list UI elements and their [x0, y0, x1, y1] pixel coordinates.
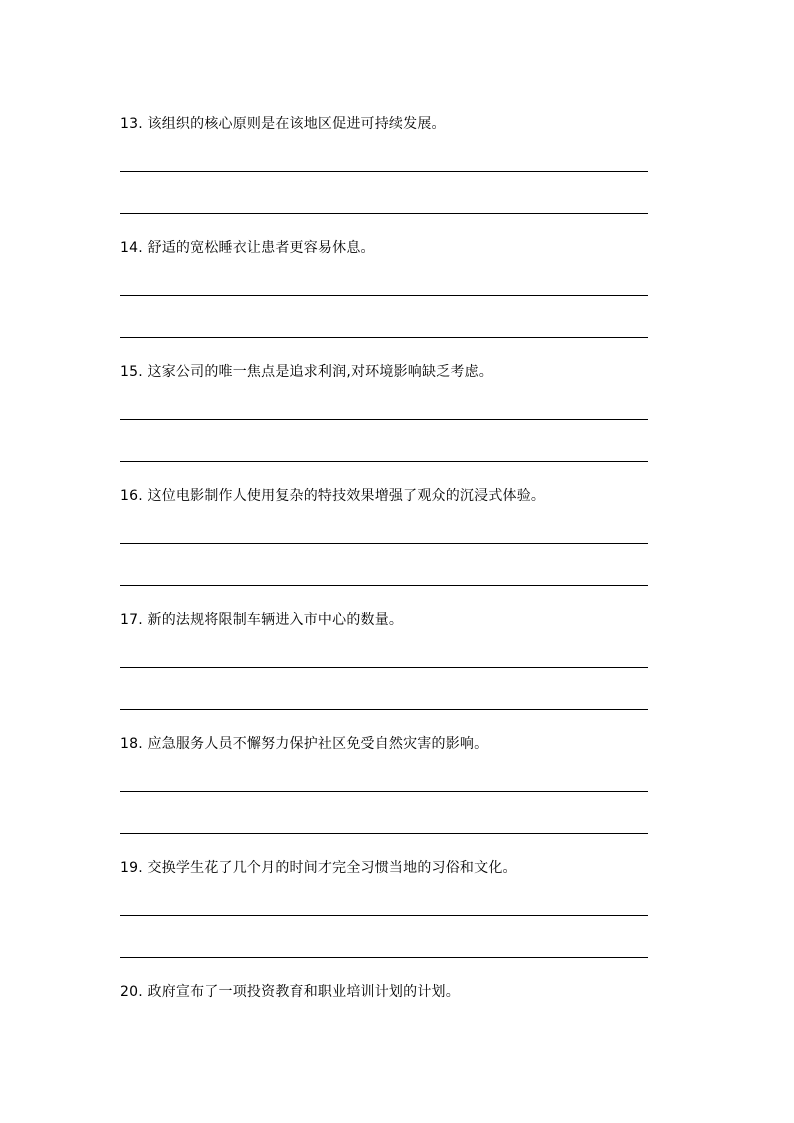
answer-line — [120, 543, 648, 544]
question-number: 13. — [120, 116, 143, 132]
answer-line — [120, 957, 648, 958]
question-number: 19. — [120, 860, 143, 876]
answer-line — [120, 585, 648, 586]
question-text — [120, 115, 648, 133]
answer-line — [120, 419, 648, 420]
question-number: 16. — [120, 488, 143, 504]
answer-line — [120, 213, 648, 214]
question-text — [120, 983, 648, 1001]
question-number: 14. — [120, 240, 143, 256]
question-number: 18. — [120, 736, 143, 752]
question-number: 20. — [120, 984, 143, 1000]
answer-line — [120, 791, 648, 792]
question-20 — [120, 983, 648, 1001]
question-number: 17. — [120, 612, 143, 628]
answer-line — [120, 295, 648, 296]
question-sentence: 这位电影制作人使用复杂的特技效果增强了观众的沉浸式体验。 — [147, 488, 546, 504]
question-sentence: 新的法规将限制车辆进入市中心的数量。 — [147, 612, 404, 628]
question-18 — [120, 735, 648, 753]
question-number: 15. — [120, 364, 143, 380]
answer-line — [120, 337, 648, 338]
question-16 — [120, 487, 648, 505]
question-text — [120, 735, 648, 753]
question-sentence: 该组织的核心原则是在该地区促进可持续发展。 — [147, 116, 446, 132]
question-13 — [120, 115, 648, 133]
answer-line — [120, 709, 648, 710]
question-text — [120, 859, 648, 877]
question-sentence: 政府宣布了一项投资教育和职业培训计划的计划。 — [147, 984, 460, 1000]
answer-line — [120, 915, 648, 916]
question-15 — [120, 363, 648, 381]
answer-line — [120, 833, 648, 834]
question-17 — [120, 611, 648, 629]
answer-line — [120, 667, 648, 668]
question-sentence: 舒适的宽松睡衣让患者更容易休息。 — [147, 240, 375, 256]
question-14 — [120, 239, 648, 257]
answer-line — [120, 461, 648, 462]
question-text — [120, 487, 648, 505]
question-sentence: 这家公司的唯一焦点是追求利润,对环境影响缺乏考虑。 — [147, 364, 493, 380]
question-sentence: 交换学生花了几个月的时间才完全习惯当地的习俗和文化。 — [147, 860, 517, 876]
question-text — [120, 611, 648, 629]
question-text — [120, 239, 648, 257]
question-19 — [120, 859, 648, 877]
answer-line — [120, 171, 648, 172]
question-sentence: 应急服务人员不懈努力保护社区免受自然灾害的影响。 — [147, 736, 489, 752]
question-text — [120, 363, 648, 381]
